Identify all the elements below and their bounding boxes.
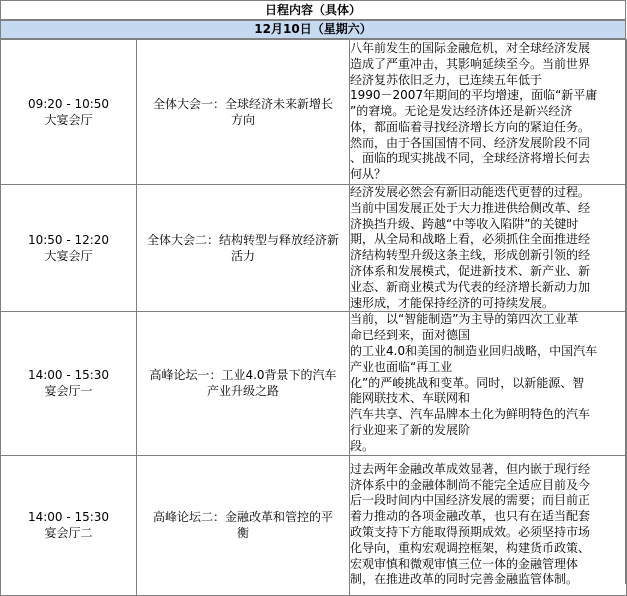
description-line: 何从？ [350,167,387,182]
description-line: 济换挡升级、跨越“中等收入陷阱”的关键时 [350,216,579,231]
topic-line: 全体大会一：全球经济未来新增长 [152,97,333,111]
description-line: 命已经到来，面对德国 [350,328,471,343]
session-time: 10:50 - 12:20 [27,233,110,248]
session-venue: 宴会厅一 [44,384,93,399]
description-line: 当前中国发展正处于大力推进供给侧改革、经 [350,200,591,215]
description-line: 行业迎来了新的发展阶 [350,422,471,437]
time-venue-cell [1,185,137,312]
topic-line: 活力 [230,249,255,264]
description-line: 济体系中的金融体制尚不能完全适应目前及今 [350,477,591,492]
session-description [350,312,627,455]
description-line: 经济复苏依旧乏力，已连续五年低于 [350,72,543,87]
topic-line: 产业升级之路 [206,384,279,399]
topic-line: 方向 [230,113,255,127]
session-venue: 大宴会厅 [44,113,93,127]
description-line: 1990－2007年期间的平均增速，面临“新平庸 [350,88,598,103]
session-time: 14:00 - 15:30 [27,368,110,383]
description-line: 造成了严重冲击，其影响延续至今。当前世界 [350,56,591,71]
description-line: 宏观审慎和微观审慎三位一体的金融管理体 [350,556,579,571]
date-header: 12月10日（星期六） [1,20,625,39]
time-venue-cell [1,455,137,595]
description-line: 着力推动的各项金融改革，也只有在适当配套 [350,509,591,524]
description-line: 期，从全局和战略上看，必须抓住全面推进经 [350,232,591,247]
schedule-row [1,185,627,312]
description-line: 汽车共享、汽车品牌本土化为鲜明特色的汽车 [350,407,591,422]
topic-line: 衡 [236,526,249,541]
description-line: 八年前发生的国际金融危机，对全球经济发展 [350,40,591,55]
session-time: 09:20 - 10:50 [27,97,110,111]
session-topic [137,312,350,455]
description-line: 体，都面临着寻找经济增长方向的紧迫任务。 [350,119,591,134]
description-line: 制，在推进改革的同时完善金融监管体制。 [350,572,579,587]
session-description [350,185,627,312]
schedule-row [1,40,627,185]
description-line: ”的窘境。无论是发达经济体还是新兴经济 [350,104,573,119]
description-line: 济结构转型升级这条主线，形成创新引领的经 [350,248,591,263]
description-line: 业态、新商业模式为代表的经济增长新动力加 [350,279,591,294]
session-topic [137,455,350,595]
description-line: 的工业4.0和美国的制造业回归战略，中国汽车 [350,343,598,358]
session-description [350,455,627,595]
description-line: 济体系和发展模式，促进新技术、新产业、新 [350,263,591,278]
schedule-row [1,312,627,455]
topic-line: 全体大会二：结构转型与释放经济新 [146,233,339,248]
session-topic [137,185,350,312]
topic-line: 高峰论坛二：金融改革和管控的平 [152,510,333,525]
description-line: 过去两年金融改革成效显著，但内嵌于现行经 [350,461,591,476]
description-line: 能网联技术、车联网和 [350,391,471,406]
description-line: 化导向，重构宏观调控框架，构建货币政策、 [350,540,591,555]
session-topic [137,40,350,185]
description-line: 政策支持下方能取得预期成效。必须坚持市场 [350,525,591,540]
session-venue: 宴会厅二 [44,526,93,541]
session-description [350,40,627,185]
description-line: 当前，以“智能制造”为主导的第四次工业革 [350,312,579,327]
time-venue-cell [1,312,137,455]
description-line: 后一段时间内中国经济发展的需要；而目前正 [350,493,591,508]
session-time: 14:00 - 15:30 [27,510,110,525]
description-line: 然而，由于各国国情不同、经济发展阶段不同 [350,135,591,150]
description-line: 经济发展必然会有新旧动能迭代更替的过程。 [350,185,591,199]
description-line: 产业也面临“再工业 [350,359,453,374]
description-line: 化”的严峻挑战和变革。同时，以新能源、智 [350,375,585,390]
description-line: 、面临的现实挑战不同，全球经济将增长何去 [350,151,591,166]
schedule-table [0,39,627,596]
schedule-row [1,455,627,595]
time-venue-cell [1,40,137,185]
schedule-title: 日程内容（具体） [1,0,625,20]
topic-line: 高峰论坛一：工业4.0背景下的汽车 [149,368,337,383]
description-line: 速形成，才能保持经济的可持续发展。 [350,295,555,310]
description-line: 段。 [350,438,375,453]
session-venue: 大宴会厅 [44,249,93,264]
